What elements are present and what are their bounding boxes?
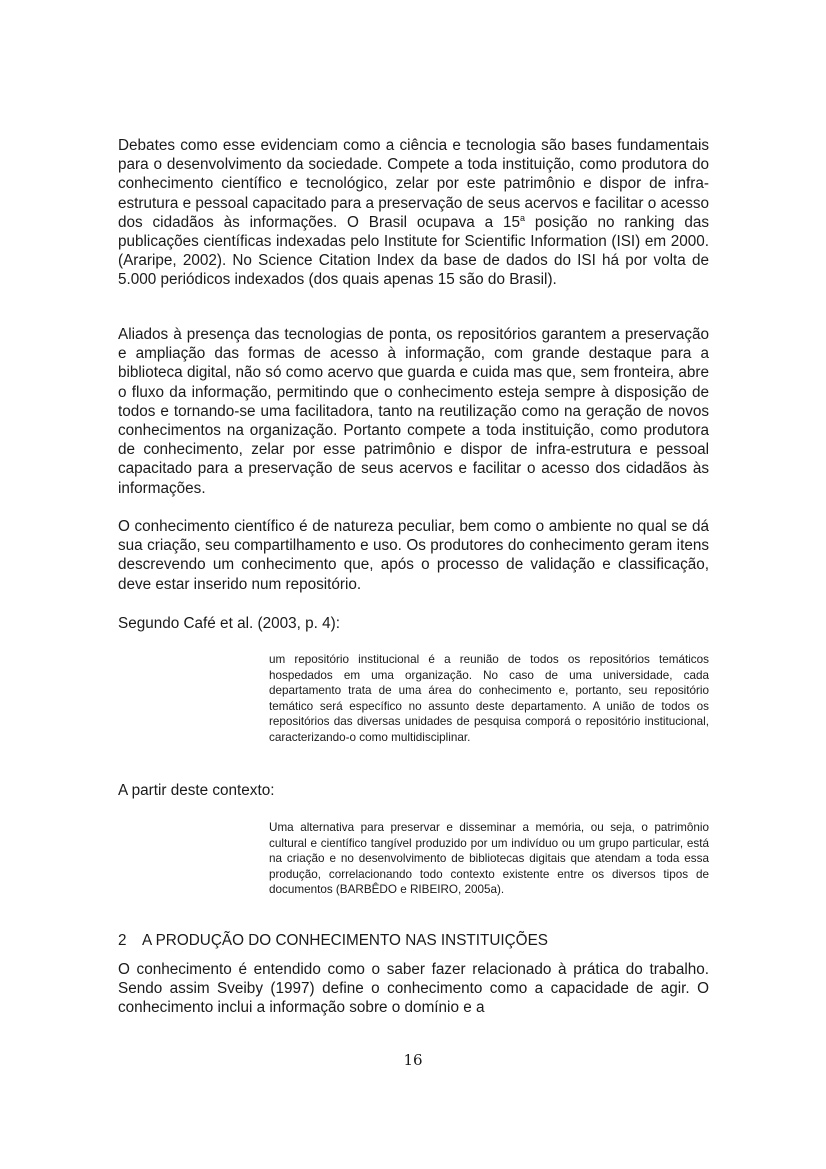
paragraph-knowledge-definition: O conhecimento é entendido como o saber fazer relacionado à prática do trabalho. Sendo assim Sveiby (1997) define o conhecimento como a capacidade de agir. O conhecimento inclui a informação sobre o domínio e a <box>118 961 709 1017</box>
paragraph-text: posição no ranking das publicações científicas indexadas pelo Institute for Scientific Information (ISI) em 2000. (Araripe, 2002). No Science Citation Index da base de dados do ISI há por volta de 5.000 periódicos indexados (dos quais apenas 15 são do Brasil). <box>118 213 710 289</box>
section-title: A PRODUÇÃO DO CONHECIMENTO NAS INSTITUIÇÕES <box>142 932 548 949</box>
paragraph-scientific-knowledge: O conhecimento científico é de natureza peculiar, bem como o ambiente no qual se dá sua criação, seu compartilhamento e uso. Os produtores do conhecimento geram itens descrevendo um conhecimento que, após o processo de validação e classificação, deve estar inserido num repositório. <box>118 518 709 593</box>
paragraph-science-technology <box>118 136 709 290</box>
paragraph-repositories: Aliados à presença das tecnologias de ponta, os repositórios garantem a preservação e ampliação das formas de acesso à informação, com grande destaque para a biblioteca digital, não só como acervo que guarda e cuida mas que, sem fronteira, abre o fluxo da informação, permitindo que o conhecimento esteja sempre à disposição de todos e tornando-se uma facilitadora, tanto na reutilização como na geração de novos conhecimentos na organização. Portanto compete a toda instituição, como produtora de conhecimento, zelar por esse patrimônio e dispor de infra-estrutura e pessoal capacitado para a preservação de seus acervos e facilitar o acesso dos cidadãos às informações. <box>118 326 709 497</box>
section-heading <box>118 931 709 950</box>
ordinal-superscript: a <box>519 212 525 223</box>
section-number: 2 <box>118 932 127 949</box>
citation-intro-cafe: Segundo Café et al. (2003, p. 4): <box>118 615 340 632</box>
block-quote-cafe: um repositório institucional é a reunião de todos os repositórios temáticos hospedados em uma organização. No caso de uma universidade, cada departamento trata de uma área do conhecimento e, portanto, seu repositório temático será específico no assunto deste departamento. A união de todos os repositórios das diversas unidades de pesquisa comporá o repositório institucional, caracterizando-o como multidisciplinar. <box>269 653 709 744</box>
block-quote-barbedo: Uma alternativa para preservar e disseminar a memória, ou seja, o patrimônio cultural e científico tangível produzido por um indivíduo ou um grupo particular, está na criação e no desenvolvimento de bibliotecas digitais que atendam a toda essa produção, correlacionando todo contexto existente entre os diversos tipos de documentos (BARBÊDO e RIBEIRO, 2005a). <box>269 821 709 897</box>
paragraph-text: Debates como esse evidenciam como a ciência e tecnologia são bases fundamentais para o desenvolvimento da sociedade. Compete a toda instituição, como produtora do conhecimento científico e tecnológico, zelar por este patrimônio e dispor de infra-estrutura e pessoal capacitado para a preservação de seus acervos e facilitar o acesso dos cidadãos às informações. O Brasil ocupava a 15 <box>118 137 709 231</box>
context-intro: A partir deste contexto: <box>118 782 275 799</box>
page-number: 16 <box>403 1051 423 1069</box>
